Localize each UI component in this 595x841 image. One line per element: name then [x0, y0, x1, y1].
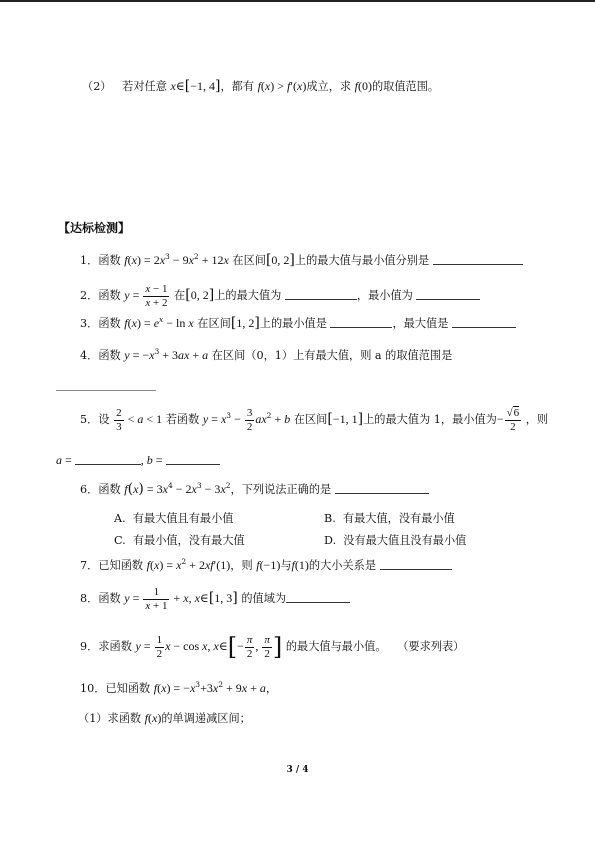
problem-2: 2．函数 y = $\frac{x - 1}{x + 2}$ 在[0, 2]上的最大值为 ，最小值为 [80, 281, 480, 310]
page-number: 3 / 4 [286, 765, 309, 775]
answer-blank-5a[interactable] [75, 452, 141, 465]
fraction: $\frac{\pi}{2}$ [264, 633, 270, 660]
top-border [0, 0, 595, 2]
option-c[interactable]: C. 有最小值，没有最大值 [114, 534, 245, 547]
fraction: $\frac{1}{x + 1}$ [145, 585, 168, 612]
fraction: $\frac{2}{3}$ [116, 406, 122, 433]
problem-5-answers: a = , b = [56, 452, 220, 469]
answer-blank-6[interactable] [335, 481, 429, 494]
answer-blank-2a[interactable] [285, 287, 357, 300]
fraction: $\frac{√6}{2}$ [506, 406, 520, 433]
problem-4-blank-line [56, 378, 156, 395]
problem-10: 10．已知函数 $f(x) = -x^3+3x^2 + 9x + a$， [80, 680, 278, 695]
answer-blank-3b[interactable] [452, 315, 516, 328]
problem-5: 5．设 $\frac{2}{3}$ < a < 1 若函数 $y = x^3$ − $\frac{3}{2}$ $ax^2 + b$ 在区间[−1, 1]上的最大值为 1，最小值为− $\frac{√6}{2}$ ，则 [80, 406, 549, 433]
option-a[interactable]: A. 有最大值且有最小值 [114, 512, 234, 525]
problem-10-part-1: （1）求函数 f(x)的单调递减区间； [78, 711, 251, 725]
answer-blank-2b[interactable] [416, 287, 480, 300]
problem-7: 7．已知函数 $f(x) = x^2 + 2xf'(1)$，则 f(−1)与f(1)的大小关系是 [80, 557, 452, 574]
section-heading: 【达标检测】 [58, 221, 131, 235]
fraction: $\frac{x - 1}{x + 2}$ [145, 282, 168, 309]
fraction: $\frac{1}{2}$ [156, 633, 163, 660]
problem-3: 3．函数 $f(x) = e^x - \ln x$ 在区间[1, 2]上的最小值是 ，最大值是 [80, 315, 516, 332]
fraction: $\frac{3}{2}$ [246, 406, 253, 433]
problem-1: 1．函数 $f(x) = 2x^3 - 9x^2 + 12x$ 在区间[0, 2]上的最大值与最小值分别是 [80, 252, 523, 269]
option-d[interactable]: D. 没有最大值且没有最小值 [324, 534, 467, 547]
answer-blank-1[interactable] [433, 252, 523, 265]
question-2: （2） 若对任意 x∈[−1, 4]，都有 f(x) > f′(x)成立，求 f(0)的取值范围。 [82, 78, 440, 94]
problem-6: 6．函数 $f(x) = 3x^4 - 2x^3 - 3x^2$，下列说法正确的是 [80, 481, 429, 498]
problem-8: 8．函数 y = $\frac{1}{x + 1}$ + x, x∈[1, 3] 的值域为 [80, 584, 350, 613]
answer-blank-4[interactable] [56, 378, 156, 391]
answer-blank-5b[interactable] [166, 452, 220, 465]
problem-9: 9．求函数 y = $\frac{1}{2}$ x − cos x, x∈[− $\frac{\pi}{2}$ , $\frac{\pi}{2}$ ] 的最大值与最小值。 （要求列表） [80, 633, 465, 661]
fraction: $\frac{\pi}{2}$ [246, 633, 253, 660]
option-b[interactable]: B. 有最大值，没有最小值 [324, 512, 455, 525]
problem-4: 4．函数 $y = -x^3 + 3ax + a$ 在区间（0，1）上有最大值，则 a 的取值范围是 [80, 347, 453, 362]
answer-blank-8[interactable] [286, 590, 350, 603]
answer-blank-7[interactable] [380, 557, 452, 570]
answer-blank-3a[interactable] [330, 315, 392, 328]
